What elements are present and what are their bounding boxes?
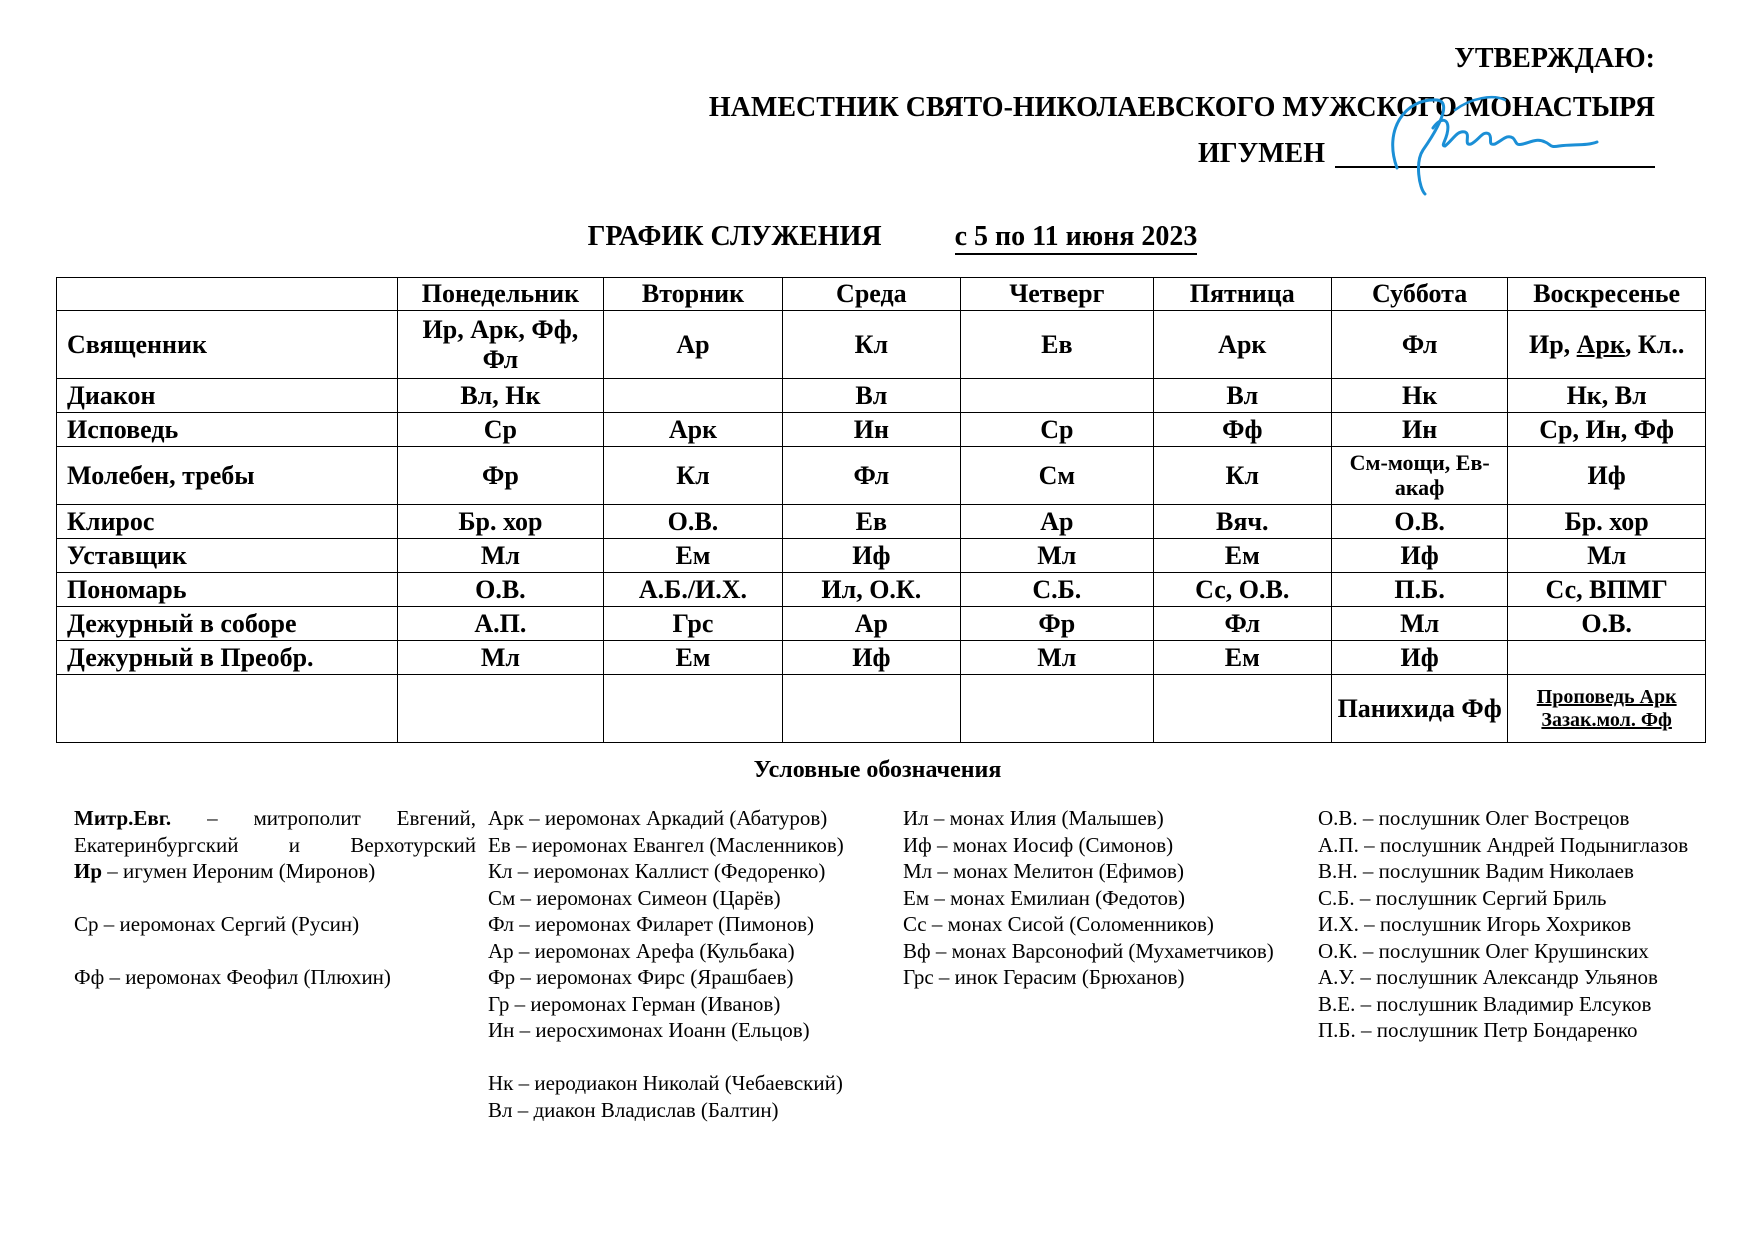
table-cell: Ем [604, 539, 782, 573]
table-cell: Ср [961, 413, 1154, 447]
table-cell: Иф [1508, 447, 1706, 505]
table-cell: Ир, Арк, Фф, Фл [397, 311, 604, 379]
table-cell: Мл [961, 641, 1154, 675]
legend-column-4 [1318, 805, 1688, 1044]
table-row-moleben [57, 447, 1706, 505]
legend-entry: Ар – иеромонах Арефа (Кульбака) [488, 938, 795, 963]
table-cell: Иф [1331, 539, 1507, 573]
table-row-duty-cathedral [57, 607, 1706, 641]
table-row-notes [57, 675, 1706, 743]
table-cell: О.В. [1331, 505, 1507, 539]
table-cell: Кл [782, 311, 960, 379]
row-label: Дежурный в соборе [57, 607, 398, 641]
table-cell [604, 675, 782, 743]
table-cell: Фр [961, 607, 1154, 641]
legend-column-3 [903, 805, 1274, 991]
table-cell: А.Б./И.Х. [604, 573, 782, 607]
table-cell [1153, 675, 1331, 743]
table-cell: Мл [1331, 607, 1507, 641]
approver-position: НАМЕСТНИК СВЯТО-НИКОЛАЕВСКОГО МУЖСКОГО МОНАСТЫРЯ [708, 92, 1655, 123]
legend-entry: Фл – иеромонах Филарет (Пимонов) [488, 912, 814, 936]
table-cell: Арк [1153, 311, 1331, 379]
table-cell: Фф [1153, 413, 1331, 447]
table-cell: Мл [961, 539, 1154, 573]
sunday-note-sermon: Проповедь Арк [1536, 686, 1677, 709]
table-cell: Вл, Нк [397, 379, 604, 413]
legend-entry: Ем – монах Емилиан (Федотов) [903, 885, 1185, 910]
table-cell: П.Б. [1331, 573, 1507, 607]
table-cell: Ем [1153, 539, 1331, 573]
day-header: Воскресенье [1508, 278, 1706, 311]
table-cell: Сс, О.В. [1153, 573, 1331, 607]
table-row-deacon [57, 379, 1706, 413]
row-label: Диакон [57, 379, 398, 413]
table-cell: Мл [1508, 539, 1706, 573]
schedule-table [56, 277, 1706, 743]
row-label: Уставщик [57, 539, 398, 573]
legend-entry: Нк – иеродиакон Николай (Чебаевский) [488, 1071, 843, 1095]
legend-column-1 [74, 805, 476, 991]
table-cell: О.В. [1508, 607, 1706, 641]
table-cell: Ср [397, 413, 604, 447]
legend-entry: Ев – иеромонах Евангел (Масленников) [488, 832, 844, 857]
legend-title: Условные обозначения [753, 757, 1002, 783]
legend-entry: Вф – монах Варсонофий (Мухаметчиков) [903, 938, 1274, 963]
table-cell: Ем [1153, 641, 1331, 675]
approve-heading: УТВЕРЖДАЮ: [1454, 43, 1655, 74]
table-cell: Грс [604, 607, 782, 641]
table-cell: Ем [604, 641, 782, 675]
table-cell: Фр [397, 447, 604, 505]
table-cell: Иф [782, 539, 960, 573]
table-cell: Нк, Вл [1508, 379, 1706, 413]
legend-entry: Гр – иеромонах Герман (Иванов) [488, 991, 781, 1016]
table-cell: Бр. хор [397, 505, 604, 539]
schedule-title-main: ГРАФИК СЛУЖЕНИЯ [587, 221, 882, 252]
table-cell: Ар [782, 607, 960, 641]
table-cell: См-мощи, Ев-акаф [1331, 447, 1507, 505]
table-cell: Ев [782, 505, 960, 539]
table-cell: Кл [1153, 447, 1331, 505]
table-row-ponomar [57, 573, 1706, 607]
legend-text: – митрополит Евгений, Екатеринбургский и Верхотурский [74, 806, 476, 857]
underlined-abbr: Арк [1576, 329, 1625, 359]
table-cell: Сс, ВПМГ [1508, 573, 1706, 607]
table-cell: Мл [397, 539, 604, 573]
legend-entry: В.Е. – послушник Владимир Елсуков [1318, 991, 1652, 1016]
day-header: Вторник [604, 278, 782, 311]
table-cell: Иф [1331, 641, 1507, 675]
schedule-title-dates: с 5 по 11 июня 2023 [955, 221, 1198, 255]
table-cell [57, 675, 398, 743]
day-header: Четверг [961, 278, 1154, 311]
legend-entry: Арк – иеромонах Аркадий (Абатуров) [488, 806, 828, 830]
row-label: Священник [57, 311, 398, 379]
table-cell: Фл [1331, 311, 1507, 379]
table-cell: Фл [1153, 607, 1331, 641]
table-cell: О.В. [604, 505, 782, 539]
table-cell: Ар [961, 505, 1154, 539]
legend-entry: А.У. – послушник Александр Ульянов [1318, 965, 1658, 989]
table-cell [604, 379, 782, 413]
legend-entry: А.П. – послушник Андрей Подыниглазов [1318, 832, 1689, 857]
legend-abbr: Ир [74, 859, 103, 883]
legend-entry: О.К. – послушник Олег Крушинских [1318, 938, 1649, 963]
table-cell: Вл [1153, 379, 1331, 413]
table-cell [961, 675, 1154, 743]
table-cell: Ил, О.К. [782, 573, 960, 607]
legend-entry: Фф – иеромонах Феофил (Плюхин) [74, 965, 391, 989]
table-row-ustavshchik [57, 539, 1706, 573]
schedule-title [0, 223, 1755, 251]
table-cell [1508, 641, 1706, 675]
table-cell: Бр. хор [1508, 505, 1706, 539]
legend-entry: См – иеромонах Симеон (Царёв) [488, 885, 781, 910]
day-header: Суббота [1331, 278, 1507, 311]
table-cell [782, 675, 960, 743]
sunday-note-prayer: Зазак.мол. Фф [1541, 708, 1672, 731]
table-cell: Ин [782, 413, 960, 447]
day-header: Понедельник [397, 278, 604, 311]
signature-line [1335, 140, 1655, 168]
table-row-choir [57, 505, 1706, 539]
legend-entry: Ин – иеросхимонах Иоанн (Ельцов) [488, 1018, 810, 1042]
legend-entry [74, 858, 476, 885]
legend-entry: Ил – монах Илия (Малышев) [903, 806, 1164, 830]
table-cell: См [961, 447, 1154, 505]
table-cell: Нк [1331, 379, 1507, 413]
legend-entry [74, 805, 476, 858]
table-cell: Ир, Арк, Кл.. [1508, 311, 1706, 379]
legend-entry: Вл – диакон Владислав (Балтин) [488, 1097, 779, 1122]
table-cell: Кл [604, 447, 782, 505]
table-cell: Мл [397, 641, 604, 675]
table-cell: А.П. [397, 607, 604, 641]
table-cell [961, 379, 1154, 413]
row-label: Исповедь [57, 413, 398, 447]
table-row-confession [57, 413, 1706, 447]
table-cell [397, 675, 604, 743]
legend-entry: Грс – инок Герасим (Брюханов) [903, 965, 1185, 989]
legend-entry: Иф – монах Иосиф (Симонов) [903, 832, 1174, 857]
row-label: Дежурный в Преобр. [57, 641, 398, 675]
table-cell: О.В. [397, 573, 604, 607]
table-cell: С.Б. [961, 573, 1154, 607]
table-cell: Ин [1331, 413, 1507, 447]
table-cell: Арк [604, 413, 782, 447]
table-row-duty-preobr [57, 641, 1706, 675]
table-cell: Вяч. [1153, 505, 1331, 539]
row-label: Пономарь [57, 573, 398, 607]
legend-entry: И.Х. – послушник Игорь Хохриков [1318, 912, 1632, 936]
table-row-priest [57, 311, 1706, 379]
table-cell: Иф [782, 641, 960, 675]
legend-abbr: Митр.Евг. [74, 806, 172, 830]
header-empty [57, 278, 398, 311]
legend-entry: Ср – иеромонах Сергий (Русин) [74, 912, 360, 936]
legend-entry: Фр – иеромонах Фирс (Ярашбаев) [488, 965, 794, 989]
row-label: Молебен, требы [57, 447, 398, 505]
day-header: Среда [782, 278, 960, 311]
legend-entry: П.Б. – послушник Петр Бондаренко [1318, 1018, 1638, 1042]
approver-line [709, 140, 1655, 168]
table-cell: Ар [604, 311, 782, 379]
legend-entry: О.В. – послушник Олег Вострецов [1318, 806, 1630, 830]
table-cell: Фл [782, 447, 960, 505]
legend-entry: Кл – иеромонах Каллист (Федоренко) [488, 859, 826, 883]
legend-entry: Сс – монах Сисой (Соломенников) [903, 912, 1214, 936]
approval-block [709, 45, 1655, 168]
saturday-note: Панихида Фф [1331, 675, 1507, 743]
legend-entry: С.Б. – послушник Сергий Бриль [1318, 885, 1607, 910]
table-cell: Ев [961, 311, 1154, 379]
legend-text: – игумен Иероним (Миронов) [107, 859, 376, 883]
legend-entry: В.Н. – послушник Вадим Николаев [1318, 859, 1634, 883]
legend-column-2 [488, 805, 844, 1123]
day-header: Пятница [1153, 278, 1331, 311]
signature-image [1375, 90, 1605, 200]
table-cell: Ср, Ин, Фф [1508, 413, 1706, 447]
table-header-row [57, 278, 1706, 311]
row-label: Клирос [57, 505, 398, 539]
table-cell: Вл [782, 379, 960, 413]
legend-entry: Мл – монах Мелитон (Ефимов) [903, 859, 1184, 883]
sunday-notes [1508, 675, 1706, 743]
approver-rank: ИГУМЕН [1197, 138, 1325, 169]
